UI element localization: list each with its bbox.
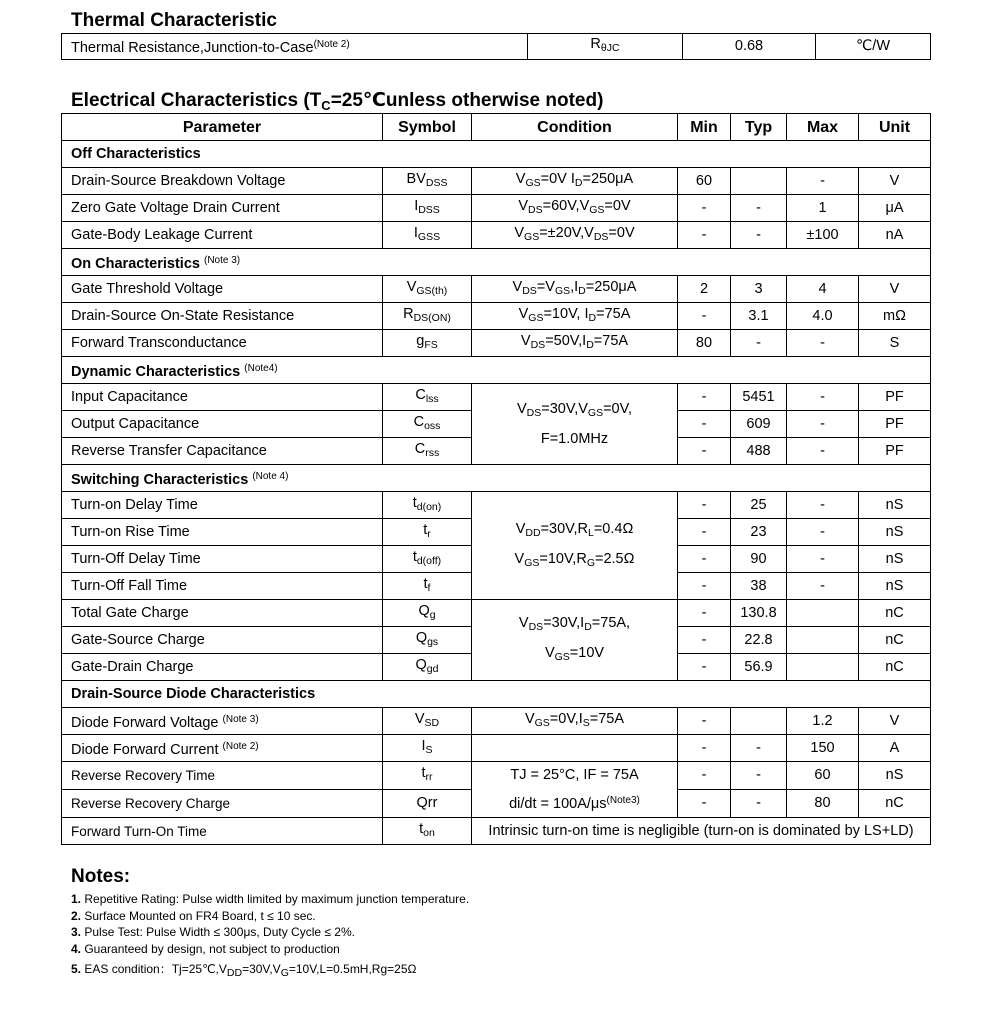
- note-item: 2. Surface Mounted on FR4 Board, t ≤ 10 sec.: [71, 908, 316, 923]
- unit-cell: nS: [859, 492, 931, 519]
- max-cell: 60: [787, 762, 859, 790]
- min-cell: -: [678, 303, 731, 330]
- section-row: [62, 465, 931, 492]
- unit-cell: nC: [859, 627, 931, 654]
- symbol-cell: $C_{lss}$: [383, 384, 472, 411]
- table-row: [62, 762, 931, 790]
- min-cell: -: [678, 384, 731, 411]
- param-cell: Gate Threshold Voltage: [62, 276, 383, 303]
- unit-cell: V: [859, 168, 931, 195]
- symbol-cell: $C_{rss}$: [383, 438, 472, 465]
- table-row: [62, 384, 931, 411]
- param-cell: Turn-on Delay Time: [62, 492, 383, 519]
- min-cell: 60: [678, 168, 731, 195]
- note-item: 3. Pulse Test: Pulse Width ≤ 300μs, Duty Cycle ≤ 2%.: [71, 925, 355, 940]
- symbol-cell: $R_{DS(ON)}$: [383, 303, 472, 330]
- param-cell: Turn-Off Delay Time: [62, 546, 383, 573]
- param-cell: Diode Forward Current $^{(Note 2)}$: [62, 735, 383, 762]
- unit-cell: PF: [859, 384, 931, 411]
- unit-cell: μA: [859, 195, 931, 222]
- param-cell: Drain-Source Breakdown Voltage: [62, 168, 383, 195]
- table-row: [62, 168, 931, 195]
- typ-cell: 23: [731, 519, 787, 546]
- unit-cell: PF: [859, 411, 931, 438]
- notes-list: [71, 891, 469, 982]
- unit-cell: A: [859, 735, 931, 762]
- min-cell: -: [678, 438, 731, 465]
- thermal-title: Thermal Characteristic: [71, 10, 277, 31]
- min-cell: -: [678, 519, 731, 546]
- min-cell: -: [678, 708, 731, 735]
- max-cell: -: [787, 330, 859, 357]
- section-row: [62, 141, 931, 168]
- symbol-cell: $t_{d(on)}$: [383, 492, 472, 519]
- min-cell: -: [678, 654, 731, 681]
- max-cell: -: [787, 573, 859, 600]
- param-cell: Input Capacitance: [62, 384, 383, 411]
- symbol-cell: $I_{DSS}$: [383, 195, 472, 222]
- unit-cell: nC: [859, 790, 931, 818]
- max-cell: 1: [787, 195, 859, 222]
- condition-cell-capacitance: $V_{DS}=30V,V_{GS}=0V$, F=1.0MHz: [472, 384, 678, 465]
- condition-cell-recovery: TJ = 25°C, IF = 75A $di/dt = 100A/\mu s^{(Note3)}$: [472, 762, 678, 818]
- min-cell: 2: [678, 276, 731, 303]
- table-row: [62, 492, 931, 519]
- condition-cell: $V_{GS}=\pm 20V,V_{DS}=0V$: [472, 222, 678, 249]
- max-cell: -: [787, 519, 859, 546]
- typ-cell: -: [731, 790, 787, 818]
- unit-cell: V: [859, 276, 931, 303]
- max-cell: 4: [787, 276, 859, 303]
- symbol-cell: $C_{oss}$: [383, 411, 472, 438]
- condition-cell-switching: $V_{DD}=30V,R_L=0.4\Omega$ $V_{GS}=10V,R_G=2.5\Omega$: [472, 492, 678, 600]
- param-cell: Gate-Drain Charge: [62, 654, 383, 681]
- section-off: Off Characteristics: [62, 141, 931, 168]
- table-row: [62, 195, 931, 222]
- header-symbol: Symbol: [383, 114, 472, 141]
- header-condition: Condition: [472, 114, 678, 141]
- max-cell: -: [787, 492, 859, 519]
- thermal-symbol: $R_{\theta JC}$: [528, 34, 683, 60]
- condition-cell: $V_{DS}=60V,V_{GS}=0V$: [472, 195, 678, 222]
- max-cell: [787, 654, 859, 681]
- section-row: [62, 681, 931, 708]
- table-row: [62, 303, 931, 330]
- typ-cell: -: [731, 735, 787, 762]
- unit-cell: nS: [859, 546, 931, 573]
- symbol-cell: $t_{rr}$: [383, 762, 472, 790]
- table-row: [62, 818, 931, 845]
- condition-cell: $V_{GS}=10V$, $I_D=75A$: [472, 303, 678, 330]
- typ-cell: 130.8: [731, 600, 787, 627]
- param-cell: Reverse Recovery Charge: [62, 790, 383, 818]
- unit-cell: nS: [859, 573, 931, 600]
- table-row: [62, 330, 931, 357]
- param-cell: Drain-Source On-State Resistance: [62, 303, 383, 330]
- thermal-value: 0.68: [683, 34, 816, 60]
- thermal-unit: ℃/W: [816, 34, 931, 60]
- section-row: [62, 357, 931, 384]
- symbol-cell: $I_S$: [383, 735, 472, 762]
- typ-cell: 3.1: [731, 303, 787, 330]
- header-min: Min: [678, 114, 731, 141]
- unit-cell: nS: [859, 762, 931, 790]
- typ-cell: 3: [731, 276, 787, 303]
- condition-cell: $V_{DS}=V_{GS},I_D=250\mu A$: [472, 276, 678, 303]
- symbol-cell: $t_{d(off)}$: [383, 546, 472, 573]
- table-row: [62, 222, 931, 249]
- section-dynamic: Dynamic Characteristics $^{(Note4)}$: [62, 357, 931, 384]
- condition-cell: $V_{DS}=50V,I_D=75A$: [472, 330, 678, 357]
- max-cell: [787, 600, 859, 627]
- note-item: 1. Repetitive Rating: Pulse width limited by maximum junction temperature.: [71, 892, 470, 906]
- header-max: Max: [787, 114, 859, 141]
- table-row: [62, 735, 931, 762]
- typ-cell: -: [731, 222, 787, 249]
- max-cell: -: [787, 411, 859, 438]
- min-cell: -: [678, 195, 731, 222]
- typ-cell: 38: [731, 573, 787, 600]
- max-cell: -: [787, 438, 859, 465]
- symbol-cell: $Q_{gs}$: [383, 627, 472, 654]
- max-cell: 80: [787, 790, 859, 818]
- param-cell: Forward Transconductance: [62, 330, 383, 357]
- symbol-cell: $Q_g$: [383, 600, 472, 627]
- min-cell: -: [678, 411, 731, 438]
- unit-cell: PF: [859, 438, 931, 465]
- min-cell: -: [678, 573, 731, 600]
- param-cell: Reverse Recovery Time: [62, 762, 383, 790]
- unit-cell: mΩ: [859, 303, 931, 330]
- header-row: [62, 114, 931, 141]
- param-cell: Output Capacitance: [62, 411, 383, 438]
- thermal-table: [61, 33, 931, 60]
- min-cell: -: [678, 600, 731, 627]
- typ-cell: 22.8: [731, 627, 787, 654]
- max-cell: -: [787, 168, 859, 195]
- unit-cell: S: [859, 330, 931, 357]
- min-cell: -: [678, 735, 731, 762]
- typ-cell: 90: [731, 546, 787, 573]
- typ-cell: -: [731, 330, 787, 357]
- condition-cell: $V_{GS}=0V$ $I_D=250\mu A$: [472, 168, 678, 195]
- max-cell: ±100: [787, 222, 859, 249]
- typ-cell: [731, 168, 787, 195]
- note-item: 4. Guaranteed by design, not subject to production: [71, 941, 340, 956]
- typ-cell: 488: [731, 438, 787, 465]
- param-cell: Forward Turn-On Time: [62, 818, 383, 845]
- thermal-param: Thermal Resistance,Junction-to-Case$^{(Note 2)}$: [62, 34, 528, 60]
- typ-cell: 609: [731, 411, 787, 438]
- symbol-cell: $BV_{DSS}$: [383, 168, 472, 195]
- condition-cell-charge: $V_{DS}=30V,I_D=75A$, $V_{GS}=10V$: [472, 600, 678, 681]
- unit-cell: nA: [859, 222, 931, 249]
- table-row: [62, 276, 931, 303]
- section-switching: Switching Characteristics $^{(Note 4)}$: [62, 465, 931, 492]
- symbol-cell: $I_{GSS}$: [383, 222, 472, 249]
- symbol-cell: $V_{SD}$: [383, 708, 472, 735]
- max-cell: 150: [787, 735, 859, 762]
- max-cell: 1.2: [787, 708, 859, 735]
- unit-cell: V: [859, 708, 931, 735]
- param-cell: Reverse Transfer Capacitance: [62, 438, 383, 465]
- min-cell: -: [678, 546, 731, 573]
- min-cell: -: [678, 790, 731, 818]
- min-cell: -: [678, 492, 731, 519]
- symbol-cell: Qrr: [383, 790, 472, 818]
- param-cell: Total Gate Charge: [62, 600, 383, 627]
- typ-cell: 25: [731, 492, 787, 519]
- table-row: [62, 708, 931, 735]
- condition-cell: [472, 735, 678, 762]
- header-typ: Typ: [731, 114, 787, 141]
- unit-cell: nC: [859, 600, 931, 627]
- section-diode: Drain-Source Diode Characteristics: [62, 681, 931, 708]
- symbol-cell: $Q_{gd}$: [383, 654, 472, 681]
- symbol-cell: $t_{on}$: [383, 818, 472, 845]
- typ-cell: [731, 708, 787, 735]
- param-cell: Gate-Body Leakage Current: [62, 222, 383, 249]
- note-item: 5. EAS condition：Tj=25℃,VDD=30V,VG=10V,L=0.5mH,Rg=25Ω: [71, 962, 417, 980]
- symbol-cell: $t_r$: [383, 519, 472, 546]
- min-cell: 80: [678, 330, 731, 357]
- table-row: [62, 34, 931, 60]
- param-cell: Zero Gate Voltage Drain Current: [62, 195, 383, 222]
- symbol-cell: $g_{FS}$: [383, 330, 472, 357]
- notes-title: Notes:: [71, 866, 131, 887]
- typ-cell: 5451: [731, 384, 787, 411]
- condition-cell-wide: Intrinsic turn-on time is negligible (turn-on is dominated by LS+LD): [472, 818, 931, 845]
- section-row: [62, 249, 931, 276]
- unit-cell: nC: [859, 654, 931, 681]
- min-cell: -: [678, 627, 731, 654]
- param-cell: Turn-Off Fall Time: [62, 573, 383, 600]
- header-unit: Unit: [859, 114, 931, 141]
- max-cell: -: [787, 546, 859, 573]
- param-cell: Turn-on Rise Time: [62, 519, 383, 546]
- typ-cell: -: [731, 195, 787, 222]
- max-cell: 4.0: [787, 303, 859, 330]
- param-cell: Gate-Source Charge: [62, 627, 383, 654]
- typ-cell: 56.9: [731, 654, 787, 681]
- param-cell: Diode Forward Voltage $^{(Note 3)}$: [62, 708, 383, 735]
- min-cell: -: [678, 762, 731, 790]
- max-cell: -: [787, 384, 859, 411]
- electrical-title: Electrical Characteristics ($T_C=25℃unless$ otherwise noted): [71, 90, 604, 113]
- typ-cell: -: [731, 762, 787, 790]
- section-on: On Characteristics $^{(Note 3)}$: [62, 249, 931, 276]
- max-cell: [787, 627, 859, 654]
- unit-cell: nS: [859, 519, 931, 546]
- symbol-cell: $V_{GS(th)}$: [383, 276, 472, 303]
- header-parameter: Parameter: [62, 114, 383, 141]
- electrical-table: [61, 113, 931, 845]
- condition-cell: $V_{GS}=0V,I_S=75A$: [472, 708, 678, 735]
- min-cell: -: [678, 222, 731, 249]
- symbol-cell: $t_f$: [383, 573, 472, 600]
- table-row: [62, 600, 931, 627]
